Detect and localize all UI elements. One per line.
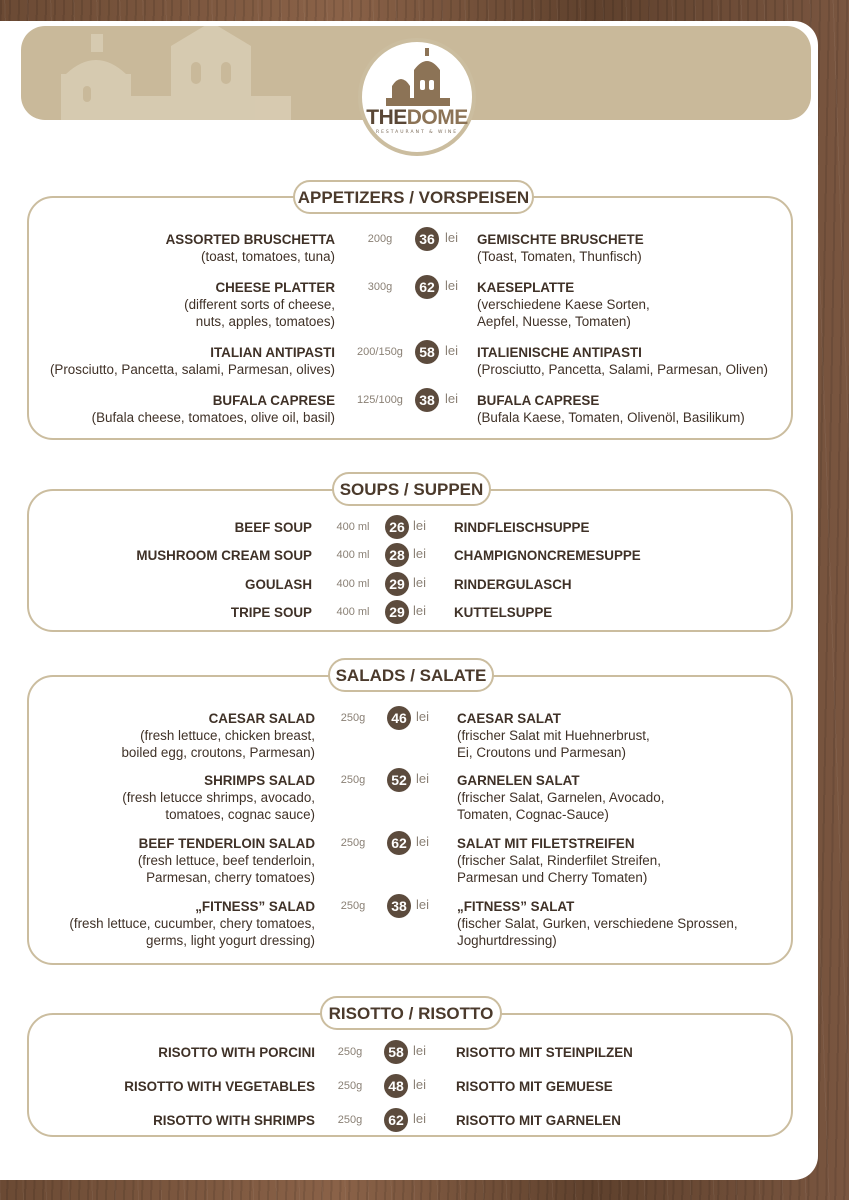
price-badge: 38 (415, 388, 439, 412)
item-name-en: CHEESE PLATTER (215, 280, 335, 295)
item-name-de: RINDERGULASCH (454, 577, 572, 592)
item-name-de: GEMISCHTE BRUSCHETE (477, 232, 644, 247)
item-description-en: nuts, apples, tomatoes) (195, 314, 335, 329)
logo-word-dome: DOME (406, 106, 468, 129)
section-title: APPETIZERS / VORSPEISEN (293, 180, 534, 214)
item-weight: 250g (337, 1080, 363, 1092)
price-currency: lei (413, 603, 427, 618)
item-description-en: (different sorts of cheese, (184, 297, 335, 312)
item-name-de: RISOTTO MIT STEINPILZEN (456, 1045, 633, 1060)
price-currency: lei (413, 518, 427, 533)
item-name-de: RISOTTO MIT GARNELEN (456, 1113, 621, 1128)
item-name-de: ITALIENISCHE ANTIPASTI (477, 345, 642, 360)
item-description-en: boiled egg, croutons, Parmesan) (121, 745, 315, 760)
price-badge: 26 (385, 515, 409, 539)
item-name-de: SALAT MIT FILETSTREIFEN (457, 836, 635, 851)
price-currency: lei (413, 546, 427, 561)
item-german (454, 547, 641, 564)
item-weight: 250g (340, 900, 366, 912)
price-currency: lei (416, 771, 430, 786)
price-badge: 62 (384, 1108, 408, 1132)
item-description-en: (toast, tomatoes, tuna) (201, 249, 335, 264)
item-name-en: GOULASH (245, 577, 312, 592)
item-english (69, 898, 315, 949)
item-weight: 250g (340, 774, 366, 786)
price-currency: lei (416, 897, 430, 912)
item-english (158, 1044, 315, 1061)
item-english (92, 392, 335, 426)
item-name-en: ASSORTED BRUSCHETTA (165, 232, 335, 247)
item-name-de: GARNELEN SALAT (457, 773, 580, 788)
item-german (477, 344, 768, 378)
price-badge: 58 (415, 340, 439, 364)
price-badge: 36 (415, 227, 439, 251)
item-weight: 250g (340, 712, 366, 724)
item-name-en: BUFALA CAPRESE (212, 393, 335, 408)
item-description-en: tomatoes, cognac sauce) (165, 807, 315, 822)
section-box (27, 1013, 793, 1137)
item-description-en: (Prosciutto, Pancetta, salami, Parmesan, olives) (49, 362, 335, 377)
section-title: RISOTTO / RISOTTO (320, 996, 502, 1030)
price-currency: lei (445, 343, 459, 358)
price-currency: lei (416, 834, 430, 849)
item-name-en: RISOTTO WITH SHRIMPS (153, 1113, 315, 1128)
item-description-en: germs, light yogurt dressing) (146, 933, 315, 948)
price-currency: lei (416, 709, 430, 724)
item-weight: 400 ml (336, 606, 370, 618)
item-german (477, 392, 745, 426)
item-description-en: Parmesan, cherry tomatoes) (146, 870, 315, 885)
item-german (454, 519, 589, 536)
item-description-en: (fresh letucce shrimps, avocado, (122, 790, 315, 805)
price-badge: 29 (385, 600, 409, 624)
item-weight: 400 ml (336, 521, 370, 533)
item-name-de: KUTTELSUPPE (454, 605, 553, 620)
price-badge: 48 (384, 1074, 408, 1098)
item-english (122, 772, 315, 823)
logo-wordmark (362, 106, 472, 130)
restaurant-logo (358, 38, 476, 156)
item-description-de: (frischer Salat, Rinderfilet Streifen, (457, 853, 661, 868)
item-german (477, 231, 644, 265)
item-german (457, 835, 661, 886)
item-english (153, 1112, 315, 1129)
item-name-en: TRIPE SOUP (230, 605, 312, 620)
item-weight: 200g (367, 233, 393, 245)
item-name-de: „FITNESS” SALAT (457, 899, 575, 914)
item-name-en: MUSHROOM CREAM SOUP (136, 548, 312, 563)
item-german (456, 1044, 633, 1061)
item-english (136, 547, 312, 564)
item-description-de: (fischer Salat, Gurken, verschiedene Sprossen, (457, 916, 738, 931)
price-badge: 58 (384, 1040, 408, 1064)
item-german (457, 772, 664, 823)
item-german (454, 576, 572, 593)
item-name-de: CAESAR SALAT (457, 711, 561, 726)
item-description-de: Joghurtdressing) (457, 933, 557, 948)
item-english (245, 576, 312, 593)
item-description-de: (Bufala Kaese, Tomaten, Olivenöl, Basilikum) (477, 410, 745, 425)
item-german (477, 279, 650, 330)
item-description-en: (fresh lettuce, beef tenderloin, (137, 853, 315, 868)
item-english (235, 519, 312, 536)
item-english (121, 710, 315, 761)
item-english (184, 279, 335, 330)
item-name-en: CAESAR SALAD (208, 711, 315, 726)
price-badge: 46 (387, 706, 411, 730)
item-weight: 250g (337, 1046, 363, 1058)
item-description-de: (frischer Salat, Garnelen, Avocado, (457, 790, 665, 805)
item-weight: 250g (337, 1114, 363, 1126)
price-currency: lei (413, 1111, 427, 1126)
item-weight: 250g (340, 837, 366, 849)
item-english (124, 1078, 315, 1095)
logo-tagline: RESTAURANT & WINE (375, 130, 459, 135)
price-currency: lei (413, 1043, 427, 1058)
section-title: SOUPS / SUPPEN (332, 472, 491, 506)
item-description-de: (verschiedene Kaese Sorten, (477, 297, 650, 312)
price-badge: 38 (387, 894, 411, 918)
item-german (454, 604, 552, 621)
price-currency: lei (445, 230, 459, 245)
item-german (456, 1112, 621, 1129)
item-name-de: RINDFLEISCHSUPPE (454, 520, 590, 535)
item-english (231, 604, 312, 621)
item-description-de: (frischer Salat mit Huehnerbrust, (457, 728, 650, 743)
item-german (456, 1078, 613, 1095)
item-description-en: (fresh lettuce, chicken breast, (140, 728, 315, 743)
item-description-en: (fresh lettuce, cucumber, chery tomatoes, (69, 916, 315, 931)
price-badge: 29 (385, 572, 409, 596)
item-weight: 400 ml (336, 549, 370, 561)
item-name-en: ITALIAN ANTIPASTI (210, 345, 335, 360)
item-name-de: BUFALA CAPRESE (477, 393, 600, 408)
item-description-de: Tomaten, Cognac-Sauce) (457, 807, 609, 822)
dome-towers-icon (362, 42, 472, 112)
item-german (457, 898, 738, 949)
item-description-de: Aepfel, Nuesse, Tomaten) (477, 314, 631, 329)
item-weight: 200/150g (357, 346, 403, 358)
item-name-de: CHAMPIGNONCREMESUPPE (454, 548, 641, 563)
item-weight: 300g (367, 281, 393, 293)
item-description-en: (Bufala cheese, tomatoes, olive oil, basil) (91, 410, 335, 425)
price-badge: 62 (415, 275, 439, 299)
item-name-de: KAESEPLATTE (477, 280, 575, 295)
price-badge: 62 (387, 831, 411, 855)
price-badge: 52 (387, 768, 411, 792)
price-badge: 28 (385, 543, 409, 567)
item-description-de: Ei, Croutons und Parmesan) (457, 745, 626, 760)
item-name-en: „FITNESS” SALAD (195, 899, 315, 914)
item-name-en: BEEF SOUP (234, 520, 312, 535)
item-english (138, 835, 315, 886)
item-name-en: BEEF TENDERLOIN SALAD (138, 836, 315, 851)
item-weight: 400 ml (336, 578, 370, 590)
item-english (50, 344, 335, 378)
item-description-de: (Prosciutto, Pancetta, Salami, Parmesan, Oliven) (477, 362, 768, 377)
item-german (457, 710, 650, 761)
item-weight: 125/100g (357, 394, 403, 406)
section-title: SALADS / SALATE (328, 658, 494, 692)
item-description-de: (Toast, Tomaten, Thunfisch) (477, 249, 642, 264)
item-name-en: RISOTTO WITH VEGETABLES (124, 1079, 315, 1094)
price-currency: lei (445, 391, 459, 406)
logo-word-the: THE (366, 106, 407, 129)
item-name-de: RISOTTO MIT GEMUESE (456, 1079, 613, 1094)
item-description-de: Parmesan und Cherry Tomaten) (457, 870, 648, 885)
price-currency: lei (413, 1077, 427, 1092)
item-name-en: SHRIMPS SALAD (204, 773, 315, 788)
price-currency: lei (413, 575, 427, 590)
item-name-en: RISOTTO WITH PORCINI (158, 1045, 315, 1060)
item-english (166, 231, 335, 265)
price-currency: lei (445, 278, 459, 293)
